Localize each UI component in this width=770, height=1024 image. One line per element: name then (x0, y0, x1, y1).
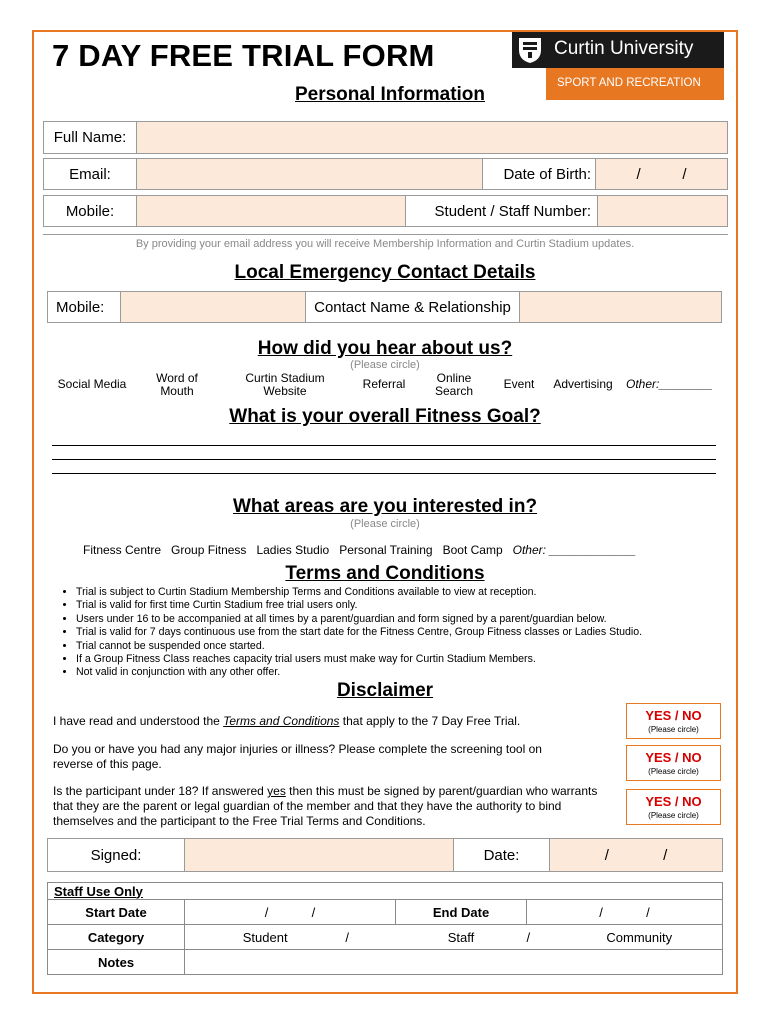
email-note: By providing your email address you will receive Membership Information and Curtin Stadium updates. (135, 238, 635, 250)
full-name-label: Full Name: (44, 122, 137, 154)
q1-text-post: that apply to the 7 Day Free Trial. (339, 714, 521, 728)
personal-info-heading: Personal Information (294, 84, 486, 105)
date-input[interactable]: / / (550, 839, 723, 872)
disclaimer-heading: Disclaimer (336, 680, 434, 701)
terms-item: • Trial is subject to Curtin Stadium Membership Terms and Conditions available to view at reception. (76, 586, 642, 599)
area-other[interactable]: Other: _____________ (512, 543, 637, 557)
please-circle: (Please circle) (648, 811, 699, 820)
areas-heading: What areas are you interested in? (232, 496, 538, 517)
contact-name-input[interactable] (520, 292, 722, 323)
mobile-input[interactable] (137, 196, 406, 227)
goal-line-1[interactable] (52, 445, 716, 446)
hear-option-word-of-mouth[interactable]: Word of Mouth (156, 371, 198, 398)
terms-link[interactable]: Terms and Conditions (223, 714, 340, 728)
terms-item: • Trial is valid for 7 days continuous use from the start date for the Fitness Centre, Group Fitness classes or Ladies Studio. (76, 626, 642, 639)
signature-row (47, 838, 723, 872)
area-ladies-studio[interactable]: Ladies Studio (256, 543, 330, 557)
terms-item: • Not valid in conjunction with any other offer. (76, 666, 642, 679)
logo-subtitle: SPORT AND RECREATION (557, 77, 701, 89)
emergency-row (47, 291, 722, 323)
mobile-row (43, 195, 728, 227)
full-name-input[interactable] (137, 122, 728, 154)
logo-name: Curtin University (554, 38, 694, 59)
end-date-input[interactable]: / / (527, 900, 723, 925)
please-circle: (Please circle) (648, 767, 699, 776)
category-community[interactable]: Community (557, 925, 723, 950)
goal-line-3[interactable] (52, 473, 716, 474)
divider (43, 234, 728, 235)
yes-no-label: YES / NO (645, 794, 702, 809)
signed-label: Signed: (48, 839, 185, 872)
please-circle: (Please circle) (648, 725, 699, 734)
full-name-row (43, 121, 728, 154)
q1-text-pre: I have read and understood the (53, 714, 224, 728)
hear-option-referral[interactable]: Referral (362, 377, 406, 391)
goal-heading: What is your overall Fitness Goal? (229, 406, 541, 427)
mobile-label: Mobile: (44, 196, 137, 227)
hear-option-other[interactable]: Other:________ (626, 377, 713, 391)
emergency-mobile-input[interactable] (121, 292, 306, 323)
email-row (43, 158, 728, 190)
hear-heading: How did you hear about us? (257, 338, 513, 359)
terms-item: • Trial cannot be suspended once started. (76, 640, 642, 653)
hear-option-online-search[interactable]: Online Search (434, 371, 474, 398)
area-group-fitness[interactable]: Group Fitness (171, 543, 247, 557)
yes-no-2[interactable] (626, 745, 721, 781)
areas-options (83, 543, 636, 557)
terms-heading: Terms and Conditions (285, 563, 485, 584)
category-sep: / (345, 925, 395, 950)
terms-item: • Trial is valid for first time Curtin Stadium free trial users only. (76, 599, 642, 612)
terms-item: • If a Group Fitness Class reaches capacity trial users must make way for Curtin Stadium Members. (76, 653, 642, 666)
area-boot-camp[interactable]: Boot Camp (442, 543, 503, 557)
goal-line-2[interactable] (52, 459, 716, 460)
disclaimer-q1 (53, 714, 613, 729)
emergency-mobile-label: Mobile: (48, 292, 121, 323)
yes-no-3[interactable] (626, 789, 721, 825)
category-label: Category (48, 925, 185, 950)
start-date-label: Start Date (48, 900, 185, 925)
yes-no-label: YES / NO (645, 750, 702, 765)
dob-label: Date of Birth: (483, 159, 596, 190)
emergency-heading: Local Emergency Contact Details (234, 262, 536, 283)
terms-list (56, 586, 642, 680)
hear-option-website[interactable]: Curtin Stadium Website (245, 371, 325, 398)
staff-heading: Staff Use Only (48, 883, 723, 900)
notes-label: Notes (48, 950, 185, 975)
dob-input[interactable]: / / (596, 159, 728, 190)
hear-option-social-media[interactable]: Social Media (57, 377, 127, 391)
contact-name-label: Contact Name & Relationship (306, 292, 520, 323)
q3-text-pre: Is the participant under 18? If answered (53, 784, 268, 798)
form-title: 7 DAY FREE TRIAL FORM (52, 38, 435, 73)
hear-option-advertising[interactable]: Advertising (553, 377, 613, 391)
category-student[interactable]: Student (185, 925, 346, 950)
q3-yes: yes (267, 784, 286, 798)
disclaimer-q3 (53, 784, 615, 829)
end-date-label: End Date (396, 900, 527, 925)
staff-table (47, 882, 723, 975)
area-fitness-centre[interactable]: Fitness Centre (83, 543, 162, 557)
email-label: Email: (44, 159, 137, 190)
disclaimer-q2: Do you or have you had any major injuries or illness? Please complete the screening tool on reverse of this page. (53, 742, 542, 771)
signature-input[interactable] (185, 839, 454, 872)
email-input[interactable] (137, 159, 483, 190)
curtin-crest-icon (517, 36, 543, 64)
terms-item: • Users under 16 to be accompanied at all times by a parent/guardian and form signed by a parent/guardian below. (76, 613, 642, 626)
yes-no-1[interactable] (626, 703, 721, 739)
category-staff[interactable]: Staff (396, 925, 527, 950)
area-personal-training[interactable]: Personal Training (339, 543, 433, 557)
q3-text-post: then this must be signed by parent/guardian who warrants that they are the parent or legal guardian of the member and that they have the authority to bind themselves and the participant to the Free Trial Terms and Conditions. (53, 784, 598, 828)
date-label: Date: (454, 839, 550, 872)
hear-note: (Please circle) (350, 359, 420, 371)
areas-note: (Please circle) (350, 518, 420, 530)
start-date-input[interactable]: / / (185, 900, 396, 925)
student-number-input[interactable] (598, 196, 728, 227)
notes-input[interactable] (185, 950, 723, 975)
yes-no-label: YES / NO (645, 708, 702, 723)
student-number-label: Student / Staff Number: (406, 196, 598, 227)
hear-option-event[interactable]: Event (503, 377, 535, 391)
category-sep: / (527, 925, 557, 950)
